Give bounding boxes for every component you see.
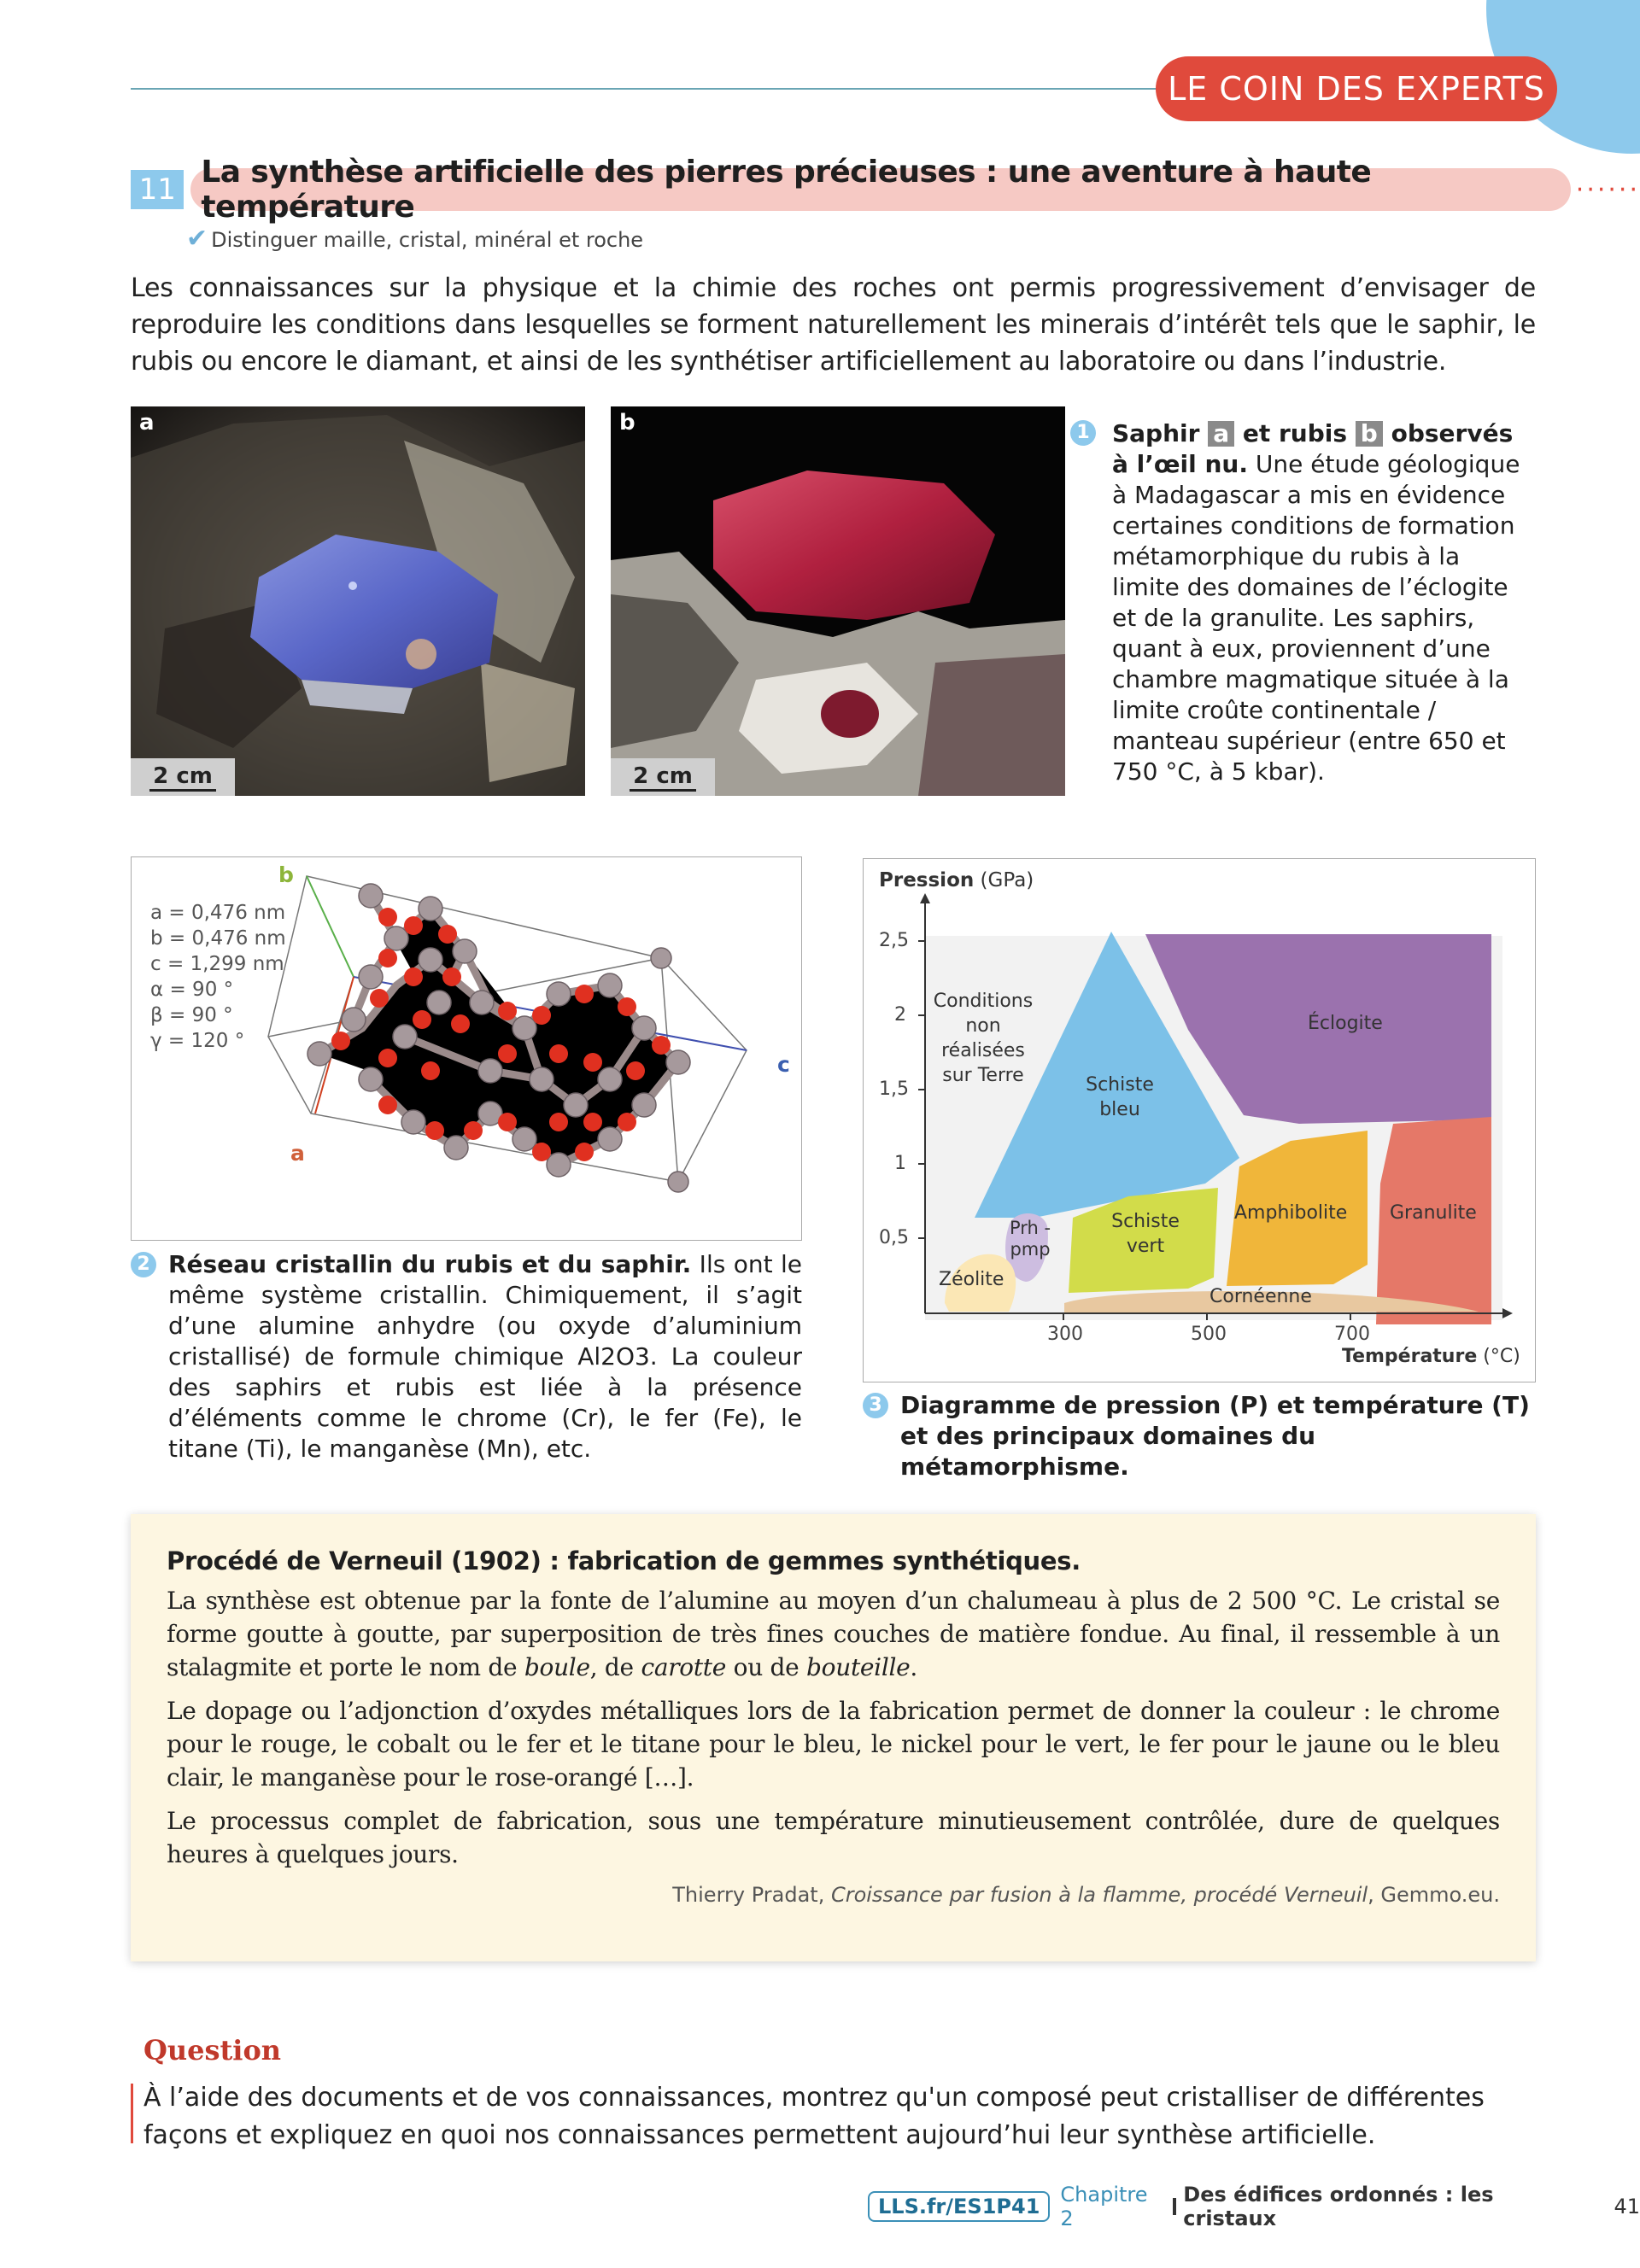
doc2-number: 2 [131,1252,156,1277]
label-granulite: Granulite [1390,1202,1477,1224]
verneuil-box [131,1514,1536,1961]
lattice-drawing [132,857,803,1242]
verneuil-paragraph-1: La synthèse est obtenue par la fonte de l’alumine au moyen d’un chalumeau à plus de 2 500 °C. Le cristal se forme goutte à goutte, par superposition de très fines couches de matière fondue. Au final, il ressemble à un stalagmite et porte le nom de boule, de carotte ou de bouteille. [167,1587,1500,1681]
section-tag: LE COIN DES EXPERTS [1156,56,1557,121]
photo-letter-a: a [139,410,155,435]
photo-sapphire [131,406,585,796]
exercise-title-row [131,155,1640,225]
question-title: Question [144,2034,282,2066]
label-prh-pmp: Prh - pmp [1009,1218,1051,1260]
y-tick-1-5: 1,5 [879,1078,909,1100]
scale-bar-b: 2 cm [611,758,715,796]
doc3-number: 3 [863,1393,888,1418]
letter-b-box: b [1356,421,1383,447]
letter-a-box: a [1208,421,1234,447]
chapter-name: Des édifices ordonnés : les cristaux [1183,2183,1494,2230]
verneuil-paragraph-2: Le dopage ou l’adjonction d’oxydes métalliques lors de la fabrication permet de donner la couleur : le chrome pour le rouge, le cobalt ou le fer et le titane pour le bleu, le nickel pour le vert, le fer pour le jaune ou le bleu clair, le manganèse pour le rose-orangé […]. [167,1697,1500,1792]
footer-separator [1173,2198,1176,2215]
label-corneenne: Cornéenne [1210,1286,1312,1307]
axis-b-label: b [278,862,294,887]
lls-link[interactable]: LLS.fr/ES1P41 [868,2191,1050,2222]
label-schiste-bleu: Schiste bleu [1086,1074,1154,1120]
label-amphibolite: Amphibolite [1234,1202,1348,1224]
verneuil-title: Procédé de Verneuil (1902) : fabrication de gemmes synthétiques. [167,1546,1081,1575]
label-eclogite: Éclogite [1308,1013,1383,1034]
x-axis-label: Température (°C) [1342,1346,1520,1367]
x-tick-700: 700 [1334,1324,1370,1345]
question-text: À l’aide des documents et de vos connaissances, montrez qu'un composé peut cristalliser de différentes façons et expliquez en quoi nos connaissances permettent aujourd’hui leur synthèse artificielle. [144,2083,1485,2150]
title-dots: ······ [1575,174,1640,205]
exercise-number: 11 [131,170,184,209]
pt-diagram-chart [864,859,1537,1383]
x-tick-500: 500 [1191,1324,1227,1345]
y-tick-1: 1 [894,1153,906,1174]
question-bar [131,2084,133,2143]
scale-bar-a: 2 cm [131,758,235,796]
label-schiste-vert: Schiste vert [1111,1211,1180,1257]
doc3-caption: 3 Diagramme de pression (P) et température (T) et des principaux domaines du métamorphisme. [863,1390,1538,1482]
sapphire-image [131,406,585,796]
label-zeolite: Zéolite [939,1269,1004,1290]
exercise-title: La synthèse artificielle des pierres précieuses : une aventure à haute température [190,168,1570,211]
skill-text: Distinguer maille, cristal, minéral et roche [211,228,644,252]
header-rule [131,88,1241,90]
axis-a-label: a [290,1141,305,1166]
photo-ruby [611,406,1065,796]
verneuil-source: Thierry Pradat, Croissance par fusion à la flamme, procédé Verneuil, Gemmo.eu. [672,1883,1500,1907]
lattice-parameters: a = 0,476 nm b = 0,476 nm c = 1,299 nm α = 90 ° β = 90 ° γ = 120 ° [150,902,286,1052]
ruby-image [611,406,1065,796]
y-tick-0-5: 0,5 [879,1227,909,1248]
y-tick-2-5: 2,5 [879,930,909,951]
label-conditions: Conditions non réalisées sur Terre [933,991,1034,1086]
doc1-number: 1 [1070,420,1096,446]
chapter-number: Chapitre 2 [1060,2183,1148,2230]
x-tick-300: 300 [1047,1324,1083,1345]
y-axis-label: Pression (GPa) [879,869,1034,891]
intro-paragraph: Les connaissances sur la physique et la chimie des roches ont permis progressivement d’envisager de reproduire les conditions dans lesquelles se forment naturellement les minerais d’intérêt tels que le saphir, le rubis ou encore le diamant, et ainsi de les synthétiser artificiellement au laboratoire ou dans l’industrie. [131,273,1536,377]
page-number: 41 [1614,2195,1640,2218]
check-icon: ✔ [186,224,208,254]
doc1-caption: 1 Saphir a et rubis b observés à l’œil nu. Une étude géologique à Madagascar a mis en évidence certaines conditions de formation métamorphique du rubis à la limite des domaines de l’éclogite et de la granulite. Les saphirs, quant à eux, proviennent d’une chambre magmatique située à la limite croûte continentale / manteau supérieur (entre 650 et 750 °C, à 5 kbar). [1072,418,1533,787]
verneuil-paragraph-3: Le processus complet de fabrication, sous une température minutieusement contrôlée, dure de quelques heures à quelques jours. [167,1807,1500,1868]
y-tick-2: 2 [894,1004,906,1026]
page-footer [868,2183,1640,2230]
crystal-lattice-figure [131,856,802,1241]
doc2-caption: 2 Réseau cristallin du rubis et du saphir. Ils ont le même système cristallin. Chimiquement, il s’agit d’une alumine anhydre (ou oxyde d’aluminium cristallisé) de formule chimique Al2O3. La couleur des saphirs et rubis est liée à la présence d’éléments comme le chrome (Cr), le fer (Fe), le titane (Ti), le manganèse (Mn), etc. [131,1249,802,1464]
axis-c-label: c [777,1052,790,1077]
photo-letter-b: b [619,410,636,435]
pt-diagram [863,858,1536,1382]
skill-line [186,224,643,254]
